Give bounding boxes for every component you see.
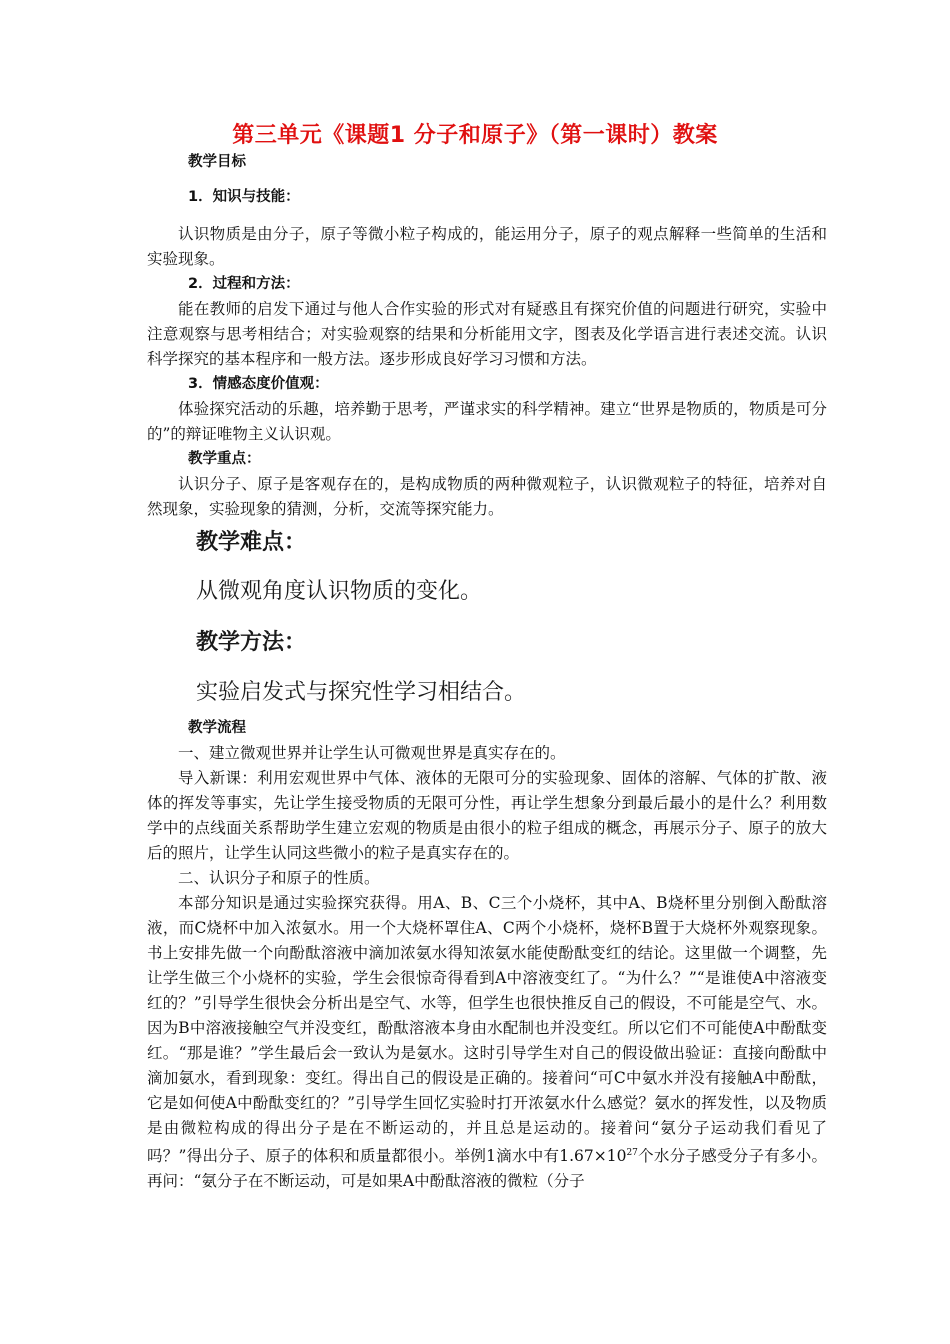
goal-heading: 教学目标 — [188, 154, 246, 170]
flow-item-2: 二、认识分子和原子的性质。 — [178, 869, 380, 887]
flow-item-1: 一、建立微观世界并让学生认可微观世界是真实存在的。 — [178, 744, 566, 762]
emotion-text: 体验探究活动的乐趣，培养勤于思考，严谨求实的科学精神。建立“世界是物质的，物质是可分的”的辩证唯物主义认识观。 — [147, 400, 827, 443]
document-title: 第三单元《课题1 分子和原子》（第一课时）教案 — [232, 123, 718, 148]
flow-body-part-b: 个水分子感受分子有多小。再问：“氨分子在不断运动，可是如果A中酚酞溶液的微粒（分子 — [147, 1147, 827, 1191]
flow-section — [147, 716, 827, 1194]
emotion-heading: 3．情感态度价值观： — [188, 376, 329, 392]
difficulty-text: 从微观角度认识物质的变化。 — [196, 579, 483, 604]
objectives-section — [147, 150, 827, 522]
knowledge-text: 认识物质是由分子，原子等微小粒子构成的，能运用分子，原子的观点解释一些简单的生活和实验现象。 — [147, 225, 827, 268]
key-text: 认识分子、原子是客观存在的，是构成物质的两种微观粒子，认识微观粒子的特征，培养对自然现象，实验现象的猜测，分析，交流等探究能力。 — [147, 475, 827, 518]
flow-heading: 教学流程 — [188, 720, 246, 736]
process-heading: 2．过程和方法： — [188, 276, 300, 292]
key-heading: 教学重点： — [188, 451, 261, 467]
method-heading: 教学方法： — [196, 630, 307, 655]
process-text: 能在教师的启发下通过与他人合作实验的形式对有疑惑且有探究价值的问题进行研究，实验中注意观察与思考相结合；对实验观察的结果和分析能用文字，图表及化学语言进行表述交流。认识科学探究的基本程序和一般方法。逐步形成良好学习习惯和方法。 — [147, 300, 827, 368]
exponent: 27 — [626, 1148, 638, 1158]
knowledge-heading: 1．知识与技能： — [188, 189, 300, 205]
difficulty-heading: 教学难点： — [196, 530, 307, 555]
method-text: 实验启发式与探究性学习相结合。 — [196, 680, 527, 705]
flow-intro-text: 导入新课：利用宏观世界中气体、液体的无限可分的实验现象、固体的溶解、气体的扩散、液体的挥发等事实，先让学生接受物质的无限可分性，再让学生想象分到最后最小的是什么？利用数学中的点线面关系帮助学生建立宏观的物质是由很小的粒子组成的概念，再展示分子、原子的放大后的照片，让学生认同这些微小的粒子是真实存在的。 — [147, 769, 827, 862]
flow-body-part-a: 本部分知识是通过实验探究获得。用A、B、C三个小烧杯，其中A、B烧杯里分别倒入酚酞溶液，而C烧杯中加入浓氨水。用一个大烧杯罩住A、C两个小烧杯，烧杯B置于大烧杯外观察现象。书上安排先做一个向酚酞溶液中滴加浓氨水得知浓氨水能使酚酞变红的结论。这里做一个调整，先让学生做三个小烧杯的实验，学生会很惊奇得看到A中溶液变红了。“为什么？”“是谁使A中溶液变红的？”引导学生很快会分析出是空气、水等，但学生也很快推反自己的假设，不可能是空气、水。因为B中溶液接触空气并没变红，酚酞溶液本身由水配制也并没变红。所以它们不可能使A中酚酞变红。“那是谁？”学生最后会一致认为是氨水。这时引导学生对自己的假设做出验证：直接向酚酞中滴加氨水，看到现象：变红。得出自己的假设是正确的。接着问“可C中氨水并没有接触A中酚酞，它是如何使A中酚酞变红的？”引导学生回忆实验时打开浓氨水什么感觉？氨水的挥发性，以及物质是由微粒构成的得出分子是在不断运动的，并且总是运动的。接着问“氨分子运动我们看见了吗？”得出分子、原子的体积和质量都很小。举例1滴水中有1.67×10 — [147, 894, 827, 1166]
flow-body-text — [147, 891, 827, 1194]
